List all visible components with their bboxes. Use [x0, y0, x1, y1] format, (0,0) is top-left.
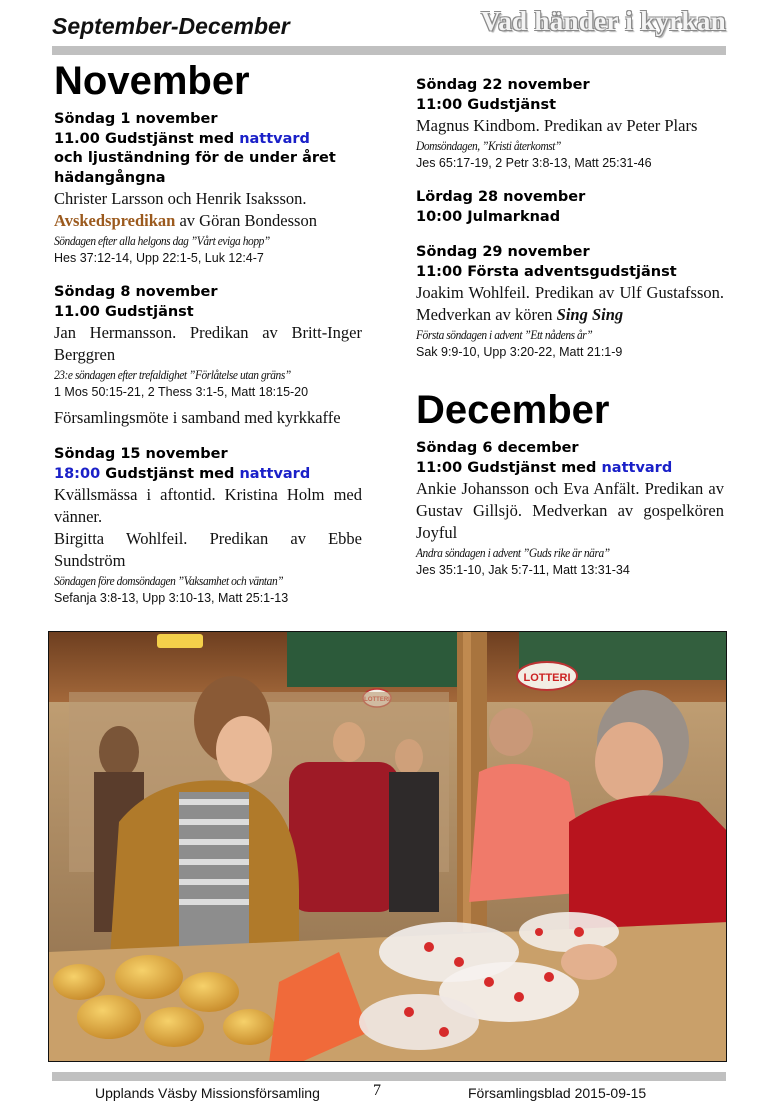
event-service — [416, 263, 724, 283]
event-body-sermon — [54, 210, 362, 232]
event-date: Söndag 22 november — [416, 77, 590, 93]
event-refs: Jes 65:17-19, 2 Petr 3:8-13, Matt 25:31-46 — [416, 156, 652, 170]
event-refs: Sak 9:9-10, Upp 3:20-22, Matt 21:1-9 — [416, 345, 623, 359]
right-column — [416, 76, 724, 595]
event-date: Söndag 1 november — [54, 111, 218, 127]
event-nov-22 — [416, 76, 724, 172]
event-body: Jan Hermansson. Predikan av Britt-Inger Berggren — [54, 323, 362, 364]
event-body: Kvällsmässa i aftontid. Kristina Holm med vänner. — [54, 485, 362, 526]
november-heading: November — [54, 59, 250, 103]
communion-label: nattvard — [601, 459, 673, 476]
event-service-extra: och ljuständning för de under året hädangångna — [54, 150, 336, 186]
event-date: Lördag 28 november — [416, 189, 586, 205]
communion-label: nattvard — [239, 130, 310, 147]
event-date: Söndag 29 november — [416, 244, 590, 260]
preacher: av Göran Bondesson — [179, 211, 317, 230]
choir-name: Sing Sing — [556, 305, 624, 324]
event-theme: 23:e söndagen efter trefaldighet ”Förlåtelse utan gräns” — [54, 367, 291, 382]
event-body: Ankie Johansson och Eva Anfält. Predikan av Gustav Gillsjö. Medverkan av gospelkören Joyful — [416, 479, 724, 542]
event-service-name: Gudstjänst — [104, 303, 194, 320]
event-service — [54, 303, 362, 323]
communion-label: nattvard — [239, 465, 311, 482]
header-title: Vad händer i kyrkan — [480, 6, 726, 36]
event-theme: Domsöndagen, ”Kristi återkomst” — [416, 138, 561, 153]
event-time: 11.00 — [54, 303, 100, 320]
event-theme: Söndagen efter alla helgons dag ”Vårt eviga hopp” — [54, 233, 270, 248]
event-time: 18:00 — [54, 465, 101, 482]
event-nov-8 — [54, 283, 362, 429]
event-date: Söndag 15 november — [54, 446, 228, 462]
event-refs: Jes 35:1-10, Jak 5:7-11, Matt 13:31-34 — [416, 563, 630, 577]
event-time: 11:00 — [416, 459, 463, 476]
farewell-sermon: Avskedspredikan — [54, 211, 176, 230]
event-date: Söndag 8 november — [54, 284, 218, 300]
event-service-name: Julmarknad — [467, 208, 561, 225]
event-nov-15 — [54, 445, 362, 607]
event-service-name: Gudstjänst med — [104, 130, 235, 147]
event-nov-28 — [416, 188, 724, 227]
event-service-name: Första adventsgudstjänst — [467, 263, 677, 280]
event-refs: Hes 37:12-14, Upp 22:1-5, Luk 12:4-7 — [54, 251, 264, 265]
event-body-text: Joakim Wohlfeil. Predikan av Ulf Gustafsson. Medverkan av kören — [416, 283, 724, 324]
header-period: September-December — [52, 13, 290, 39]
event-dec-6 — [416, 439, 724, 579]
event-service-name: Gudstjänst med — [467, 459, 597, 476]
event-service — [54, 465, 362, 485]
photo-illustration — [49, 632, 727, 1062]
event-service — [416, 459, 724, 479]
event-refs: 1 Mos 50:15-21, 2 Thess 3:1-5, Matt 18:15-20 — [54, 385, 309, 399]
event-theme: Första söndagen i advent ”Ett nådens år” — [416, 327, 593, 342]
event-service — [54, 130, 362, 150]
footer-rule — [52, 1072, 726, 1081]
event-refs: Sefanja 3:8-13, Upp 3:10-13, Matt 25:1-13 — [54, 591, 289, 605]
lottery-sign: LOTTERI — [523, 672, 571, 684]
event-body — [416, 282, 724, 326]
header-rule — [52, 46, 726, 55]
event-theme: Andra söndagen i advent ”Guds rike är nära” — [416, 545, 610, 560]
event-body: Christer Larsson och Henrik Isaksson. — [54, 189, 307, 208]
event-nov-29 — [416, 243, 724, 361]
event-theme: Söndagen före domsöndagen ”Vaksamhet och väntan” — [54, 573, 284, 588]
event-service — [416, 96, 724, 116]
event-time: 11.00 — [54, 130, 100, 147]
event-nov-1 — [54, 110, 362, 267]
event-time: 10:00 — [416, 208, 463, 225]
left-column — [54, 58, 362, 623]
event-extra: Församlingsmöte i samband med kyrkkaffe — [54, 408, 341, 427]
footer-publication: Församlingsblad 2015-09-15 — [468, 1085, 647, 1101]
footer-page-number: 7 — [373, 1082, 381, 1099]
event-body: Magnus Kindbom. Predikan av Peter Plars — [416, 116, 698, 135]
event-service-name: Gudstjänst med — [105, 465, 235, 482]
footer-organization: Upplands Väsby Missionsförsamling — [95, 1085, 320, 1101]
event-service — [416, 208, 724, 228]
event-service-name: Gudstjänst — [467, 96, 557, 113]
event-body-2: Birgitta Wohlfeil. Predikan av Ebbe Sundström — [54, 529, 362, 570]
event-time: 11:00 — [416, 96, 463, 113]
christmas-market-photo — [48, 631, 727, 1062]
event-time: 11:00 — [416, 263, 463, 280]
december-heading: December — [416, 388, 610, 432]
event-date: Söndag 6 december — [416, 440, 579, 456]
